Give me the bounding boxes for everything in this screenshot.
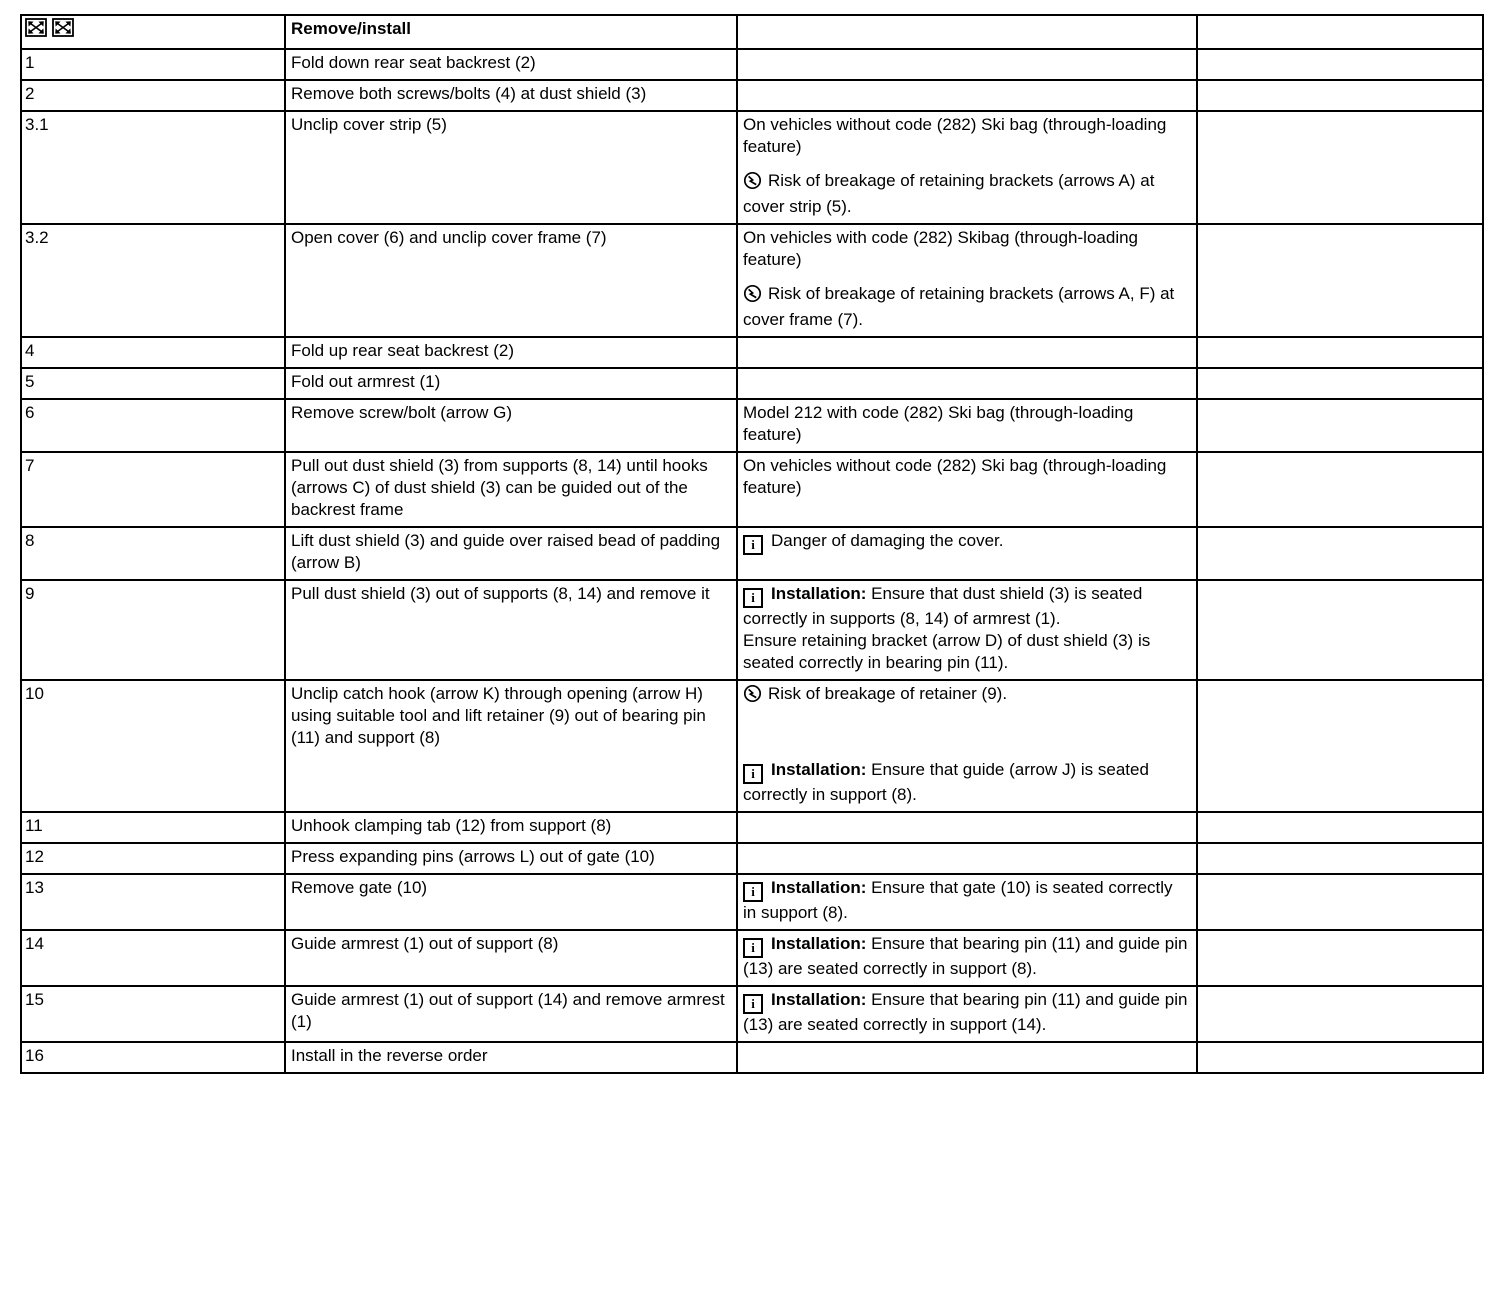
table-row xyxy=(21,1042,1483,1073)
step-number: 9 xyxy=(21,580,285,680)
action-cell: Fold up rear seat backrest (2) xyxy=(285,337,737,368)
table-row xyxy=(21,452,1483,527)
figure-icons-cell xyxy=(21,15,285,49)
step-number: 1 xyxy=(21,49,285,80)
text-note: On vehicles without code (282) Ski bag (through-loading feature) xyxy=(743,456,1167,497)
extra-cell xyxy=(1197,224,1483,337)
notes-cell xyxy=(737,680,1197,812)
action-cell: Remove screw/bolt (arrow G) xyxy=(285,399,737,452)
step-number: 13 xyxy=(21,874,285,930)
notes-cell xyxy=(737,930,1197,986)
action-cell: Remove gate (10) xyxy=(285,874,737,930)
step-number: 7 xyxy=(21,452,285,527)
table-row xyxy=(21,680,1483,812)
step-number: 16 xyxy=(21,1042,285,1073)
information-icon: i xyxy=(743,882,763,902)
notes-cell xyxy=(737,527,1197,580)
extra-cell xyxy=(1197,874,1483,930)
step-number: 3.1 xyxy=(21,111,285,224)
text-note: On vehicles with code (282) Skibag (through-loading feature) xyxy=(743,228,1139,269)
warning-note: Risk of breakage of retaining brackets (arrows A) at cover strip (5). xyxy=(743,171,1155,216)
table-row xyxy=(21,843,1483,874)
text-note: On vehicles without code (282) Ski bag (through-loading feature) xyxy=(743,115,1167,156)
action-cell: Lift dust shield (3) and guide over raised bead of padding (arrow B) xyxy=(285,527,737,580)
step-number: 11 xyxy=(21,812,285,843)
action-cell: Install in the reverse order xyxy=(285,1042,737,1073)
table-row xyxy=(21,527,1483,580)
step-number: 3.2 xyxy=(21,224,285,337)
installation-label: Installation: xyxy=(771,934,867,953)
notes-cell xyxy=(737,1042,1197,1073)
table-row xyxy=(21,812,1483,843)
action-cell: Fold down rear seat backrest (2) xyxy=(285,49,737,80)
action-cell: Pull out dust shield (3) from supports (8, 14) until hooks (arrows C) of dust shield (3) can be guided out of the backrest frame xyxy=(285,452,737,527)
table-row xyxy=(21,399,1483,452)
action-cell: Fold out armrest (1) xyxy=(285,368,737,399)
step-number: 6 xyxy=(21,399,285,452)
procedure-table xyxy=(20,14,1484,1074)
extra-cell xyxy=(1197,930,1483,986)
header-row xyxy=(21,15,1483,49)
information-icon: i xyxy=(743,994,763,1014)
info-note: i Installation: Ensure that gate (10) is seated correctly in support (8). xyxy=(743,878,1173,922)
installation-label: Installation: xyxy=(771,990,867,1009)
installation-label: Installation: xyxy=(771,584,867,603)
notes-cell xyxy=(737,337,1197,368)
information-icon: i xyxy=(743,938,763,958)
action-cell: Remove both screws/bolts (4) at dust shield (3) xyxy=(285,80,737,111)
info-note: i Installation: Ensure that dust shield (3) is seated correctly in supports (8, 14) of armrest (1). Ensure retaining bracket (arrow D) of dust shield (3) is seated correctly in bearing pin (11). xyxy=(743,584,1151,672)
extra-cell xyxy=(1197,49,1483,80)
step-number: 5 xyxy=(21,368,285,399)
notes-cell xyxy=(737,368,1197,399)
step-number: 14 xyxy=(21,930,285,986)
table-row xyxy=(21,874,1483,930)
text-note: Model 212 with code (282) Ski bag (through-loading feature) xyxy=(743,403,1134,444)
extra-cell xyxy=(1197,337,1483,368)
extra-cell xyxy=(1197,986,1483,1042)
notes-cell xyxy=(737,843,1197,874)
step-number: 12 xyxy=(21,843,285,874)
breakage-risk-icon xyxy=(743,684,762,709)
info-note: i Danger of damaging the cover. xyxy=(743,530,1188,555)
notes-cell xyxy=(737,812,1197,843)
installation-label: Installation: xyxy=(771,878,867,897)
step-number: 10 xyxy=(21,680,285,812)
step-number: 8 xyxy=(21,527,285,580)
notes-cell xyxy=(737,111,1197,224)
installation-label: Installation: xyxy=(771,760,867,779)
table-row xyxy=(21,580,1483,680)
table-row xyxy=(21,337,1483,368)
extra-cell xyxy=(1197,680,1483,812)
table-row xyxy=(21,930,1483,986)
action-cell: Open cover (6) and unclip cover frame (7) xyxy=(285,224,737,337)
action-cell: Unhook clamping tab (12) from support (8) xyxy=(285,812,737,843)
table-row xyxy=(21,368,1483,399)
table-row xyxy=(21,224,1483,337)
table-row xyxy=(21,80,1483,111)
action-cell: Pull dust shield (3) out of supports (8, 14) and remove it xyxy=(285,580,737,680)
step-number: 2 xyxy=(21,80,285,111)
breakage-risk-icon xyxy=(743,284,762,309)
extra-cell xyxy=(1197,80,1483,111)
extra-cell xyxy=(1197,399,1483,452)
step-number: 15 xyxy=(21,986,285,1042)
warning-note: Risk of breakage of retaining brackets (arrows A, F) at cover frame (7). xyxy=(743,284,1175,329)
notes-cell xyxy=(737,80,1197,111)
notes-cell xyxy=(737,874,1197,930)
notes-cell xyxy=(737,452,1197,527)
extra-cell xyxy=(1197,527,1483,580)
step-number: 4 xyxy=(21,337,285,368)
action-cell: Unclip catch hook (arrow K) through opening (arrow H) using suitable tool and lift retainer (9) out of bearing pin (11) and support (8) xyxy=(285,680,737,812)
figure-reference-icon[interactable] xyxy=(25,18,47,43)
extra-cell xyxy=(1197,1042,1483,1073)
action-cell: Guide armrest (1) out of support (14) and remove armrest (1) xyxy=(285,986,737,1042)
action-cell: Guide armrest (1) out of support (8) xyxy=(285,930,737,986)
table-row xyxy=(21,49,1483,80)
extra-cell xyxy=(1197,580,1483,680)
extra-cell xyxy=(1197,452,1483,527)
extra-cell xyxy=(1197,368,1483,399)
information-icon: i xyxy=(743,588,763,608)
warning-note: Risk of breakage of retainer (9). xyxy=(743,683,1188,709)
extra-cell xyxy=(1197,843,1483,874)
column-header-remove-install: Remove/install xyxy=(285,15,737,49)
information-icon: i xyxy=(743,535,763,555)
extra-cell xyxy=(1197,111,1483,224)
action-cell: Unclip cover strip (5) xyxy=(285,111,737,224)
table-row xyxy=(21,986,1483,1042)
notes-cell xyxy=(737,580,1197,680)
figure-reference-icon[interactable] xyxy=(52,18,74,43)
header-notes-cell xyxy=(737,15,1197,49)
info-note: i Installation: Ensure that bearing pin (11) and guide pin (13) are seated correctly in support (8). xyxy=(743,934,1188,978)
action-cell: Press expanding pins (arrows L) out of gate (10) xyxy=(285,843,737,874)
information-icon: i xyxy=(743,764,763,784)
extra-cell xyxy=(1197,812,1483,843)
info-note: i Installation: Ensure that guide (arrow J) is seated correctly in support (8). xyxy=(743,760,1149,804)
notes-cell xyxy=(737,224,1197,337)
notes-cell xyxy=(737,986,1197,1042)
breakage-risk-icon xyxy=(743,171,762,196)
info-note: i Installation: Ensure that bearing pin (11) and guide pin (13) are seated correctly in support (14). xyxy=(743,990,1188,1034)
table-row xyxy=(21,111,1483,224)
notes-cell xyxy=(737,49,1197,80)
header-extra-cell xyxy=(1197,15,1483,49)
notes-cell xyxy=(737,399,1197,452)
